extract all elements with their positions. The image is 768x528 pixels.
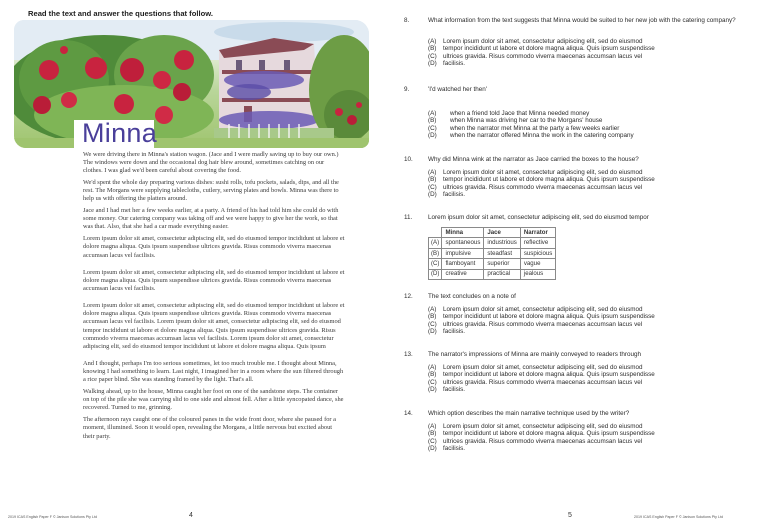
- option-text: Lorem ipsum dolor sit amet, consectetur adipiscing elit, sed do eiusmod: [443, 364, 643, 371]
- answer-option[interactable]: [428, 45, 655, 52]
- question-stem: Which option describes the main narrative technique used by the writer?: [428, 410, 630, 417]
- option-text: when Minna was driving her car to the Morgans' house: [450, 117, 603, 125]
- option-text: Lorem ipsum dolor sit amet, consectetur adipiscing elit, sed do eiusmod: [443, 423, 643, 430]
- page-number: 4: [189, 512, 193, 519]
- passage-paragraph: Walking ahead, up to the house, Minna caught her foot on one of the sandstone steps. The container on top of the pile she was carrying slid to one side and almost fell. After a little syncopated dance, she recovered. Turned to me, grinning.: [83, 388, 344, 412]
- table-cell: steadfast: [484, 248, 520, 258]
- answer-options: [428, 169, 655, 199]
- answer-option[interactable]: [428, 386, 655, 393]
- passage-paragraph: We'd spent the whole day preparing various dishes: sushi rolls, tofu pockets, salads, dips, and all the rest. The Morgans were supplying tablecloths, cutlery, serving plates and bowls. Minna was there to help us with offering the platters around.: [83, 179, 339, 203]
- option-label: (B): [428, 430, 437, 438]
- answer-option[interactable]: [428, 313, 655, 320]
- answer-option[interactable]: [428, 184, 655, 191]
- option-text: facilisis.: [443, 191, 466, 199]
- option-text: facilisis.: [443, 445, 466, 453]
- option-label: (B): [428, 117, 437, 125]
- option-text: facilisis.: [443, 60, 466, 68]
- answer-option[interactable]: [428, 438, 655, 445]
- story-title: Minna: [82, 118, 158, 148]
- answer-option[interactable]: [428, 321, 655, 328]
- option-label: (C): [428, 183, 437, 191]
- option-label: (D): [428, 191, 437, 199]
- row-label: (D): [429, 269, 442, 279]
- passage-paragraph: The afternoon rays caught one of the coloured panes in the wide front door, where she paused for a moment, illumined. Soon it would open, revealing the Morgans, a little nervous but excited about their party.: [83, 416, 336, 440]
- option-text: tempor incididunt ut labore et dolore magna aliqua. Quis ipsum suspendisse: [443, 176, 655, 184]
- question-stem: 'I'd watched her then': [428, 86, 487, 93]
- table-cell: spontaneous: [442, 238, 484, 248]
- option-text: tempor incididunt ut labore et dolore magna aliqua. Quis ipsum suspendisse: [443, 430, 655, 438]
- answer-options: [428, 364, 655, 394]
- option-label: (B): [428, 313, 437, 321]
- passage-paragraph: And I thought, perhaps I'm too serious sometimes, let too much trouble me. I thought about Minna, knowing I had something to learn. Last night, I imagined her in a room where the sun filtered through a rice paper blind. She was standing framed by the light. That's all.: [83, 360, 344, 384]
- row-label: (A): [429, 238, 442, 248]
- option-label: (C): [428, 52, 437, 60]
- answer-option[interactable]: [428, 364, 655, 371]
- option-text: ultrices gravida. Risus commodo viverra maecenas accumsan lacus vel: [443, 52, 643, 60]
- table-cell: jealous: [520, 269, 555, 279]
- option-label: (C): [428, 437, 437, 445]
- question-number: 9.: [404, 86, 410, 93]
- answer-options: [428, 38, 655, 68]
- option-label: (A): [428, 169, 437, 176]
- table-cell: industrious: [484, 238, 520, 248]
- question-stem: What information from the text suggests that Minna would be suited to her new job with the catering company?: [428, 17, 736, 24]
- option-text: ultrices gravida. Risus commodo viverra maecenas accumsan lacus vel: [443, 183, 643, 191]
- option-label: (C): [428, 378, 437, 386]
- row-label: (C): [429, 259, 442, 269]
- option-label: (B): [428, 176, 437, 184]
- story-passage: [83, 151, 345, 444]
- option-label: (C): [428, 320, 437, 328]
- passage-paragraph: Lorem ipsum dolor sit amet, consectetur adipiscing elit, sed do eiusmod tempor incididunt ut labore et dolore magna aliqua. Quis ipsum suspendisse ultrices gravida. Risus commodo viverra maecenas accumsan lacus vel facilisis.: [83, 235, 345, 259]
- passage-paragraph: Lorem ipsum dolor sit amet, consectetur adipiscing elit, sed do eiusmod tempor incididunt ut labore et dolore magna aliqua. Quis ipsum suspendisse ultrices gravida. Risus commodo viverra maecenas accumsan lacus vel facilisis. Lorem ipsum dolor sit amet, consectetur adipiscing elit, sed do eiusmod tempor incididunt ut labore et dolore magna aliqua. Quis ipsum suspendisse ultrices gravida. Risus commodo viverra maecenas accumsan lacus vel facilisis. Lorem ipsum dolor sit amet, consectetur adipiscing elit, sed do eiusmod tempor incididunt ut labore et dolore magna aliqua. Quis ipsum: [83, 302, 345, 350]
- option-label: (D): [428, 445, 437, 453]
- answer-option[interactable]: [428, 191, 655, 198]
- option-text: tempor incididunt ut labore et dolore magna aliqua. Quis ipsum suspendisse: [443, 371, 655, 379]
- watercolour-illustration-icon: [14, 20, 369, 148]
- question-stem: The narrator's impressions of Minna are mainly conveyed to readers through: [428, 351, 641, 358]
- option-text: facilisis.: [443, 386, 466, 394]
- passage-paragraph: We were driving there in Minna's station wagon. (Jace and I were madly saving up to buy our own.) The windows were down and the occasional dog hair blew around, sometimes catching on our clothes. I was glad we'd been careful about covering the food.: [83, 151, 339, 175]
- table-cell: flamboyant: [442, 259, 484, 269]
- passage-paragraph: Lorem ipsum dolor sit amet, consectetur adipiscing elit, sed do eiusmod tempor incididunt ut labore et dolore magna aliqua. Quis ipsum suspendisse ultrices gravida. Risus commodo viverra maecenas accumsan lacus vel facilisis.: [83, 268, 345, 292]
- column-header: Minna: [442, 228, 484, 238]
- question-stem: Why did Minna wink at the narrator as Jace carried the boxes to the house?: [428, 156, 639, 163]
- answer-options: [428, 110, 634, 140]
- question-number: 14.: [404, 410, 413, 417]
- option-label: (A): [428, 38, 437, 45]
- option-label: (A): [428, 306, 437, 313]
- option-text: Lorem ipsum dolor sit amet, consectetur adipiscing elit, sed do eiusmod: [443, 169, 643, 176]
- answer-option[interactable]: [428, 60, 655, 67]
- option-text: when the narrator offered Minna the work in the catering company: [450, 132, 634, 140]
- answer-option[interactable]: [428, 53, 655, 60]
- option-text: Lorem ipsum dolor sit amet, consectetur adipiscing elit, sed do eiusmod: [443, 306, 643, 313]
- table-row[interactable]: [429, 238, 556, 248]
- answer-option[interactable]: [428, 423, 655, 430]
- option-label: (A): [428, 423, 437, 430]
- option-label: (D): [428, 60, 437, 68]
- option-text: ultrices gravida. Risus commodo viverra maecenas accumsan lacus vel: [443, 320, 643, 328]
- answer-option[interactable]: [428, 132, 634, 139]
- answer-option[interactable]: [428, 110, 634, 117]
- question-number: 8.: [404, 17, 410, 24]
- option-label: (D): [428, 328, 437, 336]
- option-label: (A): [428, 364, 437, 371]
- table-row[interactable]: [429, 259, 556, 269]
- table-cell: reflective: [520, 238, 555, 248]
- answer-option[interactable]: [428, 117, 634, 124]
- row-label: (B): [429, 248, 442, 258]
- right-page: [384, 0, 768, 528]
- option-label: (B): [428, 45, 437, 53]
- question-number: 12.: [404, 293, 413, 300]
- copyright-footer: 2019 ICAS English Paper F © Janison Solutions Pty Ltd: [8, 515, 97, 519]
- column-header: Narrator: [520, 228, 555, 238]
- table-header-row: [429, 228, 556, 238]
- option-text: tempor incididunt ut labore et dolore magna aliqua. Quis ipsum suspendisse: [443, 45, 655, 53]
- table-cell: suspicious: [520, 248, 555, 258]
- option-label: (D): [428, 386, 437, 394]
- answer-option[interactable]: [428, 445, 655, 452]
- option-label: (A): [428, 110, 437, 117]
- answer-option[interactable]: [428, 125, 634, 132]
- option-text: Lorem ipsum dolor sit amet, consectetur adipiscing elit, sed do eiusmod: [443, 38, 643, 45]
- table-cell: impulsive: [442, 248, 484, 258]
- question-number: 10.: [404, 156, 413, 163]
- copyright-footer: 2019 ICAS English Paper F © Janison Solutions Pty Ltd: [634, 515, 723, 519]
- answer-options: [428, 306, 655, 336]
- table-cell: superior: [484, 259, 520, 269]
- answer-table: [428, 227, 556, 280]
- option-text: facilisis.: [443, 328, 466, 336]
- instruction-heading: Read the text and answer the questions that follow.: [28, 9, 213, 18]
- table-cell: vague: [520, 259, 555, 269]
- question-stem: Lorem ipsum dolor sit amet, consectetur adipiscing elit, sed do eiusmod tempor: [428, 214, 649, 221]
- question-stem: The text concludes on a note of: [428, 293, 516, 300]
- answer-options: [428, 423, 655, 453]
- option-text: when a friend told Jace that Minna needed money: [450, 110, 590, 117]
- answer-option[interactable]: [428, 38, 655, 45]
- option-text: ultrices gravida. Risus commodo viverra maecenas accumsan lacus vel: [443, 378, 643, 386]
- option-label: (B): [428, 371, 437, 379]
- question-number: 13.: [404, 351, 413, 358]
- answer-option[interactable]: [428, 430, 655, 437]
- answer-option[interactable]: [428, 306, 655, 313]
- passage-paragraph: Jace and I had met her a few weeks earlier, at a party. A friend of his had told him she could do with some money. Our catering company was taking off and we were happy to give her the work, so that was that. Also, that she had a car made everything easier.: [83, 207, 339, 231]
- answer-option[interactable]: [428, 176, 655, 183]
- option-label: (D): [428, 132, 437, 140]
- answer-option[interactable]: [428, 371, 655, 378]
- table-cell: creative: [442, 269, 484, 279]
- story-illustration: [14, 20, 369, 148]
- option-text: ultrices gravida. Risus commodo viverra maecenas accumsan lacus vel: [443, 437, 643, 445]
- answer-option[interactable]: [428, 379, 655, 386]
- answer-option[interactable]: [428, 169, 655, 176]
- table-cell: practical: [484, 269, 520, 279]
- column-header: Jace: [484, 228, 520, 238]
- answer-option[interactable]: [428, 328, 655, 335]
- option-label: (C): [428, 124, 437, 132]
- option-text: tempor incididunt ut labore et dolore magna aliqua. Quis ipsum suspendisse: [443, 313, 655, 321]
- table-row[interactable]: [429, 248, 556, 258]
- table-corner: [429, 228, 442, 238]
- table-row[interactable]: [429, 269, 556, 279]
- question-number: 11.: [404, 214, 413, 221]
- option-text: when the narrator met Minna at the party a few weeks earlier: [450, 124, 620, 132]
- page-number: 5: [568, 512, 572, 519]
